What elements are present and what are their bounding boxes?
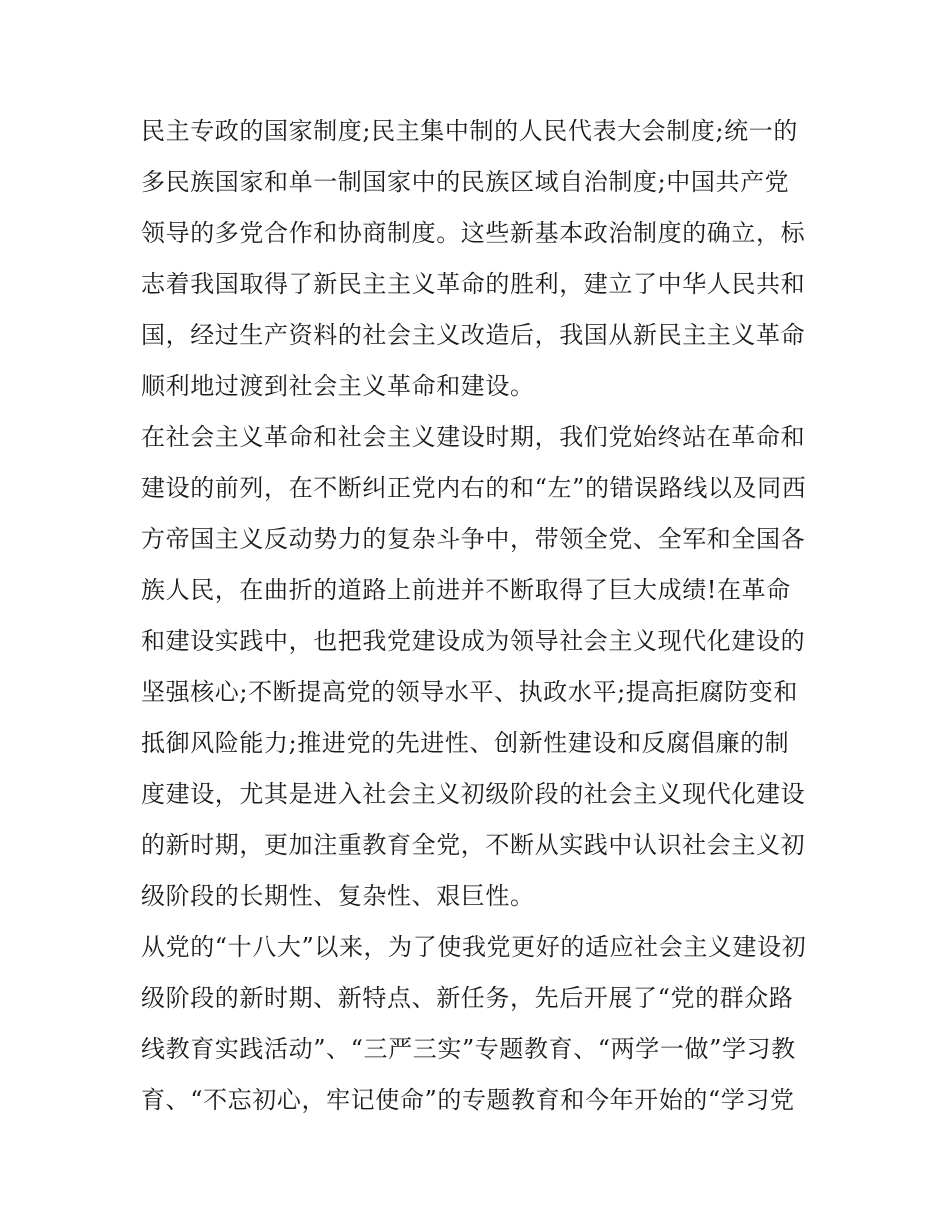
text-line: 多民族国家和单一制国家中的民族区域自治制度;中国共产党 — [141, 168, 790, 196]
text-line: 民主专政的国家制度;民主集中制的人民代表大会制度;统一的 — [141, 117, 798, 145]
text-line: 国，经过生产资料的社会主义改造后，我国从新民主主义革命 — [141, 321, 806, 349]
text-line: 在社会主义革命和社会主义建设时期，我们党始终站在革命和 — [141, 423, 806, 451]
text-line: 方帝国主义反动势力的复杂斗争中，带领全党、全军和全国各 — [141, 525, 806, 553]
text-line: 度建设，尤其是进入社会主义初级阶段的社会主义现代化建设 — [141, 780, 806, 808]
text-line: 线教育实践活动”、“三严三实”专题教育、“两学一做”学习教 — [141, 1035, 796, 1063]
text-line: 的新时期，更加注重教育全党，不断从实践中认识社会主义初 — [141, 831, 806, 859]
text-line: 级阶段的新时期、新特点、新任务，先后开展了“党的群众路 — [141, 984, 794, 1012]
text-line: 从党的“十八大”以来，为了使我党更好的适应社会主义建设初 — [141, 933, 807, 961]
body-text — [141, 106, 821, 1126]
text-line: 抵御风险能力;推进党的先进性、创新性建设和反腐倡廉的制 — [141, 729, 790, 757]
text-line: 和建设实践中，也把我党建设成为领导社会主义现代化建设的 — [141, 627, 806, 655]
text-line: 级阶段的长期性、复杂性、艰巨性。 — [141, 882, 535, 910]
text-line: 育、“不忘初心，牢记使命”的专题教育和今年开始的“学习党 — [141, 1086, 795, 1114]
text-line: 领导的多党合作和协商制度。这些新基本政治制度的确立，标 — [141, 219, 806, 247]
text-line: 建设的前列，在不断纠正党内右的和“左”的错误路线以及同西 — [141, 474, 807, 502]
text-line: 坚强核心;不断提高党的领导水平、执政水平;提高拒腐防变和 — [141, 678, 798, 706]
text-line: 志着我国取得了新民主主义革命的胜利，建立了中华人民共和 — [141, 270, 806, 298]
text-line: 族人民，在曲折的道路上前进并不断取得了巨大成绩!在革命 — [141, 576, 791, 604]
text-line: 顺利地过渡到社会主义革命和建设。 — [141, 372, 535, 400]
